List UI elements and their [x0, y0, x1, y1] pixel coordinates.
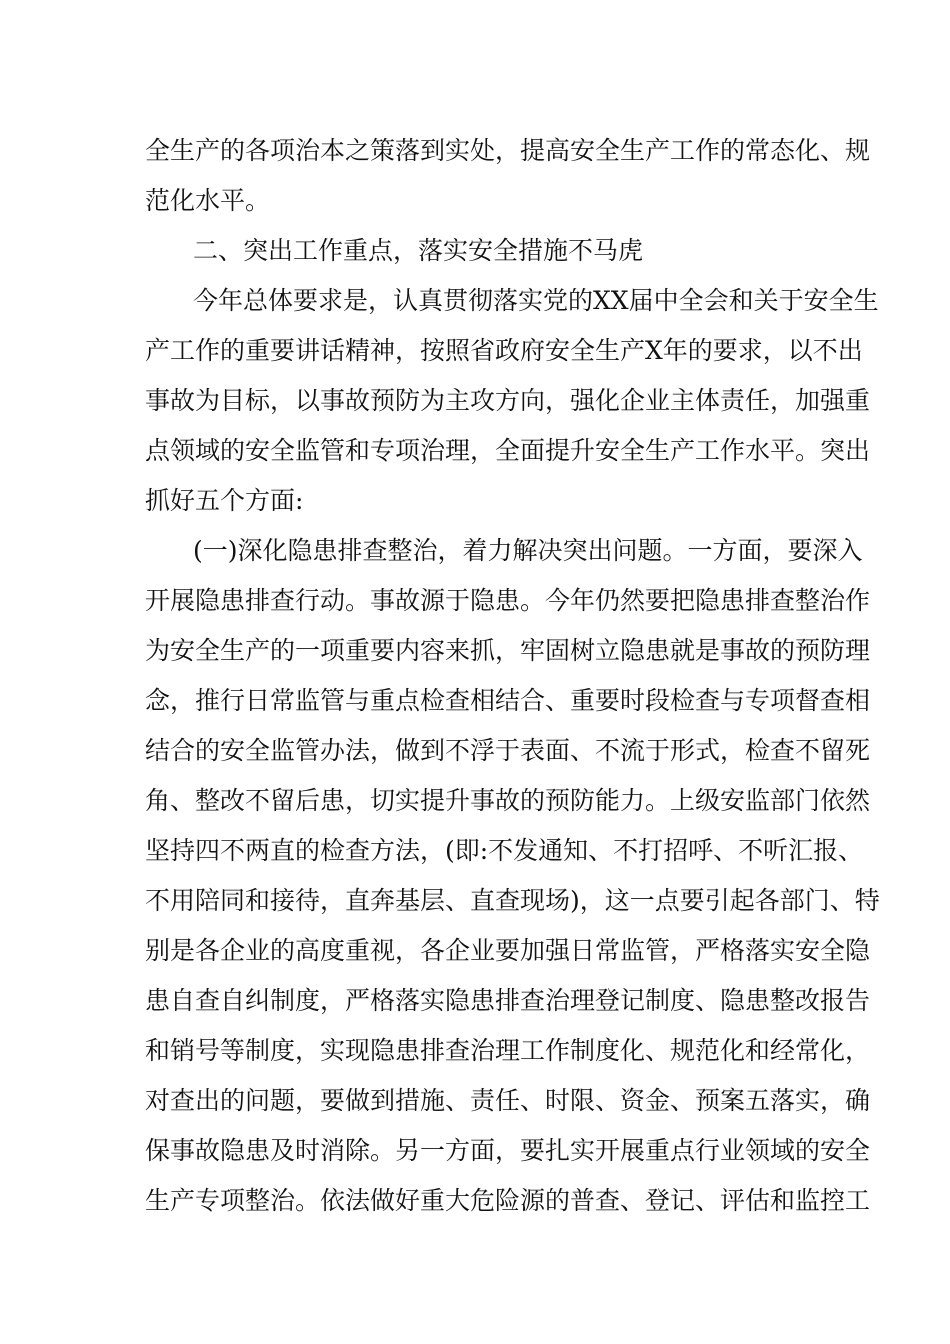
paragraph-line-18: 患自查自纠制度，严格落实隐患排查治理登记制度、隐患整改报告 [145, 986, 871, 1015]
paragraph-line-1: 全生产的各项治本之策落到实处，提高安全生产工作的常态化、规 [145, 136, 871, 165]
paragraph-line-6: 事故为目标，以事故预防为主攻方向，强化企业主体责任，加强重 [145, 386, 871, 415]
paragraph-line-21: 保事故隐患及时消除。另一方面，要扎实开展重点行业领域的安全 [145, 1136, 871, 1165]
paragraph-line-14: 角、整改不留后患，切实提升事故的预防能力。上级安监部门依然 [145, 786, 871, 815]
paragraph-line-16: 不用陪同和接待，直奔基层、直查现场)，这一点要引起各部门、特 [145, 886, 880, 915]
paragraph-line-22: 生产专项整治。依法做好重大危险源的普查、登记、评估和监控工 [145, 1186, 871, 1215]
paragraph-line-11: 为安全生产的一项重要内容来抓，牢固树立隐患就是事故的预防理 [145, 636, 871, 665]
paragraph-line-20: 对查出的问题，要做到措施、责任、时限、资金、预案五落实，确 [145, 1086, 871, 1115]
paragraph-line-9: (一)深化隐患排查整治，着力解决突出问题。一方面，要深入 [193, 536, 863, 565]
paragraph-line-8: 抓好五个方面: [145, 486, 304, 515]
paragraph-line-10: 开展隐患排查行动。事故源于隐患。今年仍然要把隐患排查整治作 [145, 586, 871, 615]
paragraph-line-15: 坚持四不两直的检查方法，(即:不发通知、不打招呼、不听汇报、 [145, 836, 864, 865]
paragraph-line-13: 结合的安全监管办法，做到不浮于表面、不流于形式，检查不留死 [145, 736, 871, 765]
paragraph-line-17: 别是各企业的高度重视，各企业要加强日常监管，严格落实安全隐 [145, 936, 871, 965]
paragraph-line-2: 范化水平。 [145, 186, 271, 215]
paragraph-line-12: 念，推行日常监管与重点检查相结合、重要时段检查与专项督查相 [145, 686, 871, 715]
paragraph-line-4: 今年总体要求是，认真贯彻落实党的XX届中全会和关于安全生 [193, 286, 879, 315]
paragraph-line-19: 和销号等制度，实现隐患排查治理工作制度化、规范化和经常化， [145, 1036, 871, 1065]
section-heading: 二、突出工作重点，落实安全措施不马虎 [193, 236, 644, 265]
paragraph-line-7: 点领域的安全监管和专项治理，全面提升安全生产工作水平。突出 [145, 436, 871, 465]
paragraph-line-5: 产工作的重要讲话精神，按照省政府安全生产X年的要求，以不出 [145, 336, 863, 365]
